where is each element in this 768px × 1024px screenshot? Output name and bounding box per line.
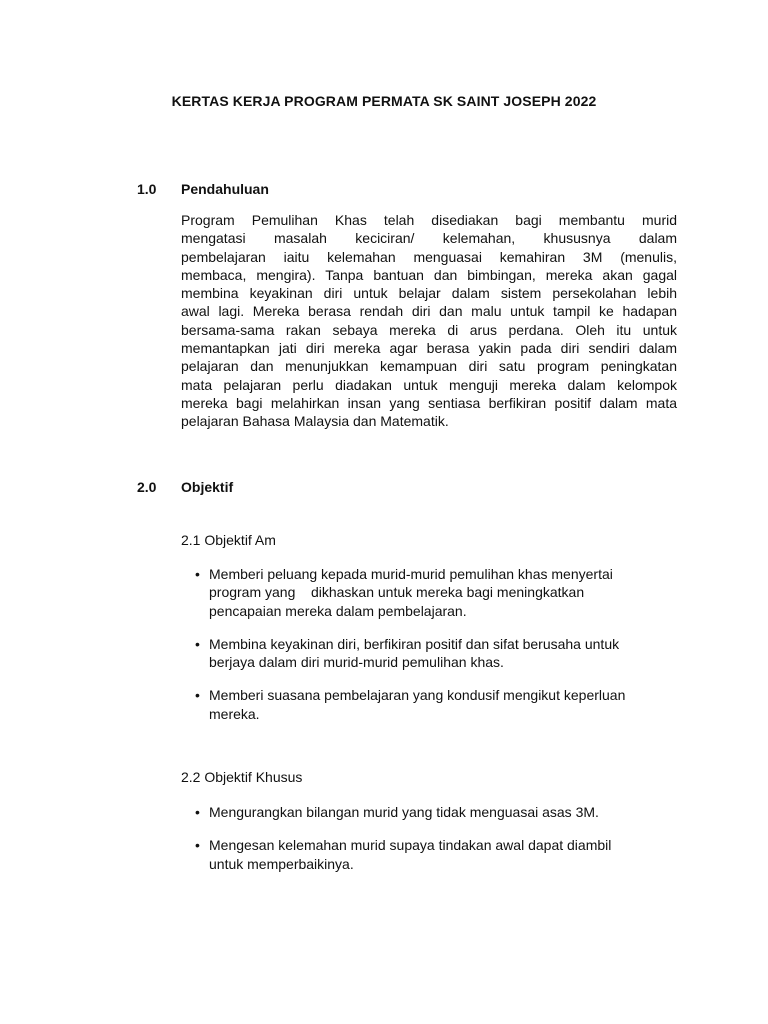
objektif-am-list [181,565,681,723]
list-item-line: pencapaian mereka dalam pembelajaran. [209,602,467,619]
list-item-line: Memberi peluang kepada murid-murid pemulihan khas menyertai [209,566,613,582]
list-item-line: berjaya dalam diri murid-murid pemulihan khas. [209,654,504,671]
list-item [181,803,681,821]
list-item [181,686,681,723]
list-item-line: untuk memperbaikinya. [209,855,354,872]
document-title: KERTAS KERJA PROGRAM PERMATA SK SAINT JOSEPH 2022 [171,93,597,109]
paragraph-line: mengatasi masalah keciciran/ kelemahan, khususnya dalam [181,230,677,247]
paragraph-line: mereka bagi melahirkan insan yang sentiasa berfikiran positif dalam mata [181,394,677,411]
pendahuluan-paragraph [181,211,677,431]
section-number-pendahuluan: 1.0 [137,181,157,197]
paragraph-line: Program Pemulihan Khas telah disediakan bagi membantu murid [181,212,677,228]
bullet-icon: • [195,635,200,652]
paragraph-line: pelajaran Bahasa Malaysia dan Matematik. [181,413,449,430]
list-item-line: program yang dikhaskan untuk mereka bagi meningkatkan [209,584,585,601]
list-item-line: Memberi suasana pembelajaran yang kondusif mengikut keperluan [209,687,626,704]
objektif-khusus-list [181,803,681,873]
list-item-line: Membina keyakinan diri, berfikiran positif dan sifat berusaha untuk [209,635,620,652]
bullet-icon: • [195,687,200,704]
bullet-icon: • [195,804,200,820]
list-item [181,836,681,873]
list-item-line: Mengesan kelemahan murid supaya tindakan awal dapat diambil [209,837,612,854]
section-heading-pendahuluan: Pendahuluan [181,181,269,197]
section-number-objektif: 2.0 [137,479,157,495]
subheading-objektif-am: 2.1 Objektif Am [181,532,276,548]
paragraph-line: membina keyakinan diri untuk belajar dalam sistem persekolahan lebih [181,285,677,302]
paragraph-line: mata pelajaran perlu diadakan untuk menguji mereka dalam kelompok [181,376,677,393]
list-item [181,635,681,672]
paragraph-line: pembelajaran iaitu kelemahan menguasai kemahiran 3M (menulis, [181,248,677,265]
paragraph-line: memantapkan jati diri mereka agar berasa yakin pada diri sendiri dalam [181,340,677,357]
subheading-objektif-khusus: 2.2 Objektif Khusus [181,769,303,785]
list-item [181,565,681,620]
paragraph-line: membaca, mengira). Tanpa bantuan dan bimbingan, mereka akan gagal [181,266,677,283]
list-item-line: Mengurangkan bilangan murid yang tidak menguasai asas 3M. [209,804,599,820]
paragraph-line: bersama-sama rakan sebaya mereka di arus perdana. Oleh itu untuk [181,321,677,338]
paragraph-line: awal lagi. Mereka berasa rendah diri dan malu untuk tampil ke hadapan [181,303,677,320]
paragraph-line: pelajaran dan menunjukkan kemampuan diri satu program peningkatan [181,358,677,375]
bullet-icon: • [195,837,200,854]
list-item-line: mereka. [209,705,260,722]
section-heading-objektif: Objektif [181,479,234,495]
bullet-icon: • [195,566,200,582]
